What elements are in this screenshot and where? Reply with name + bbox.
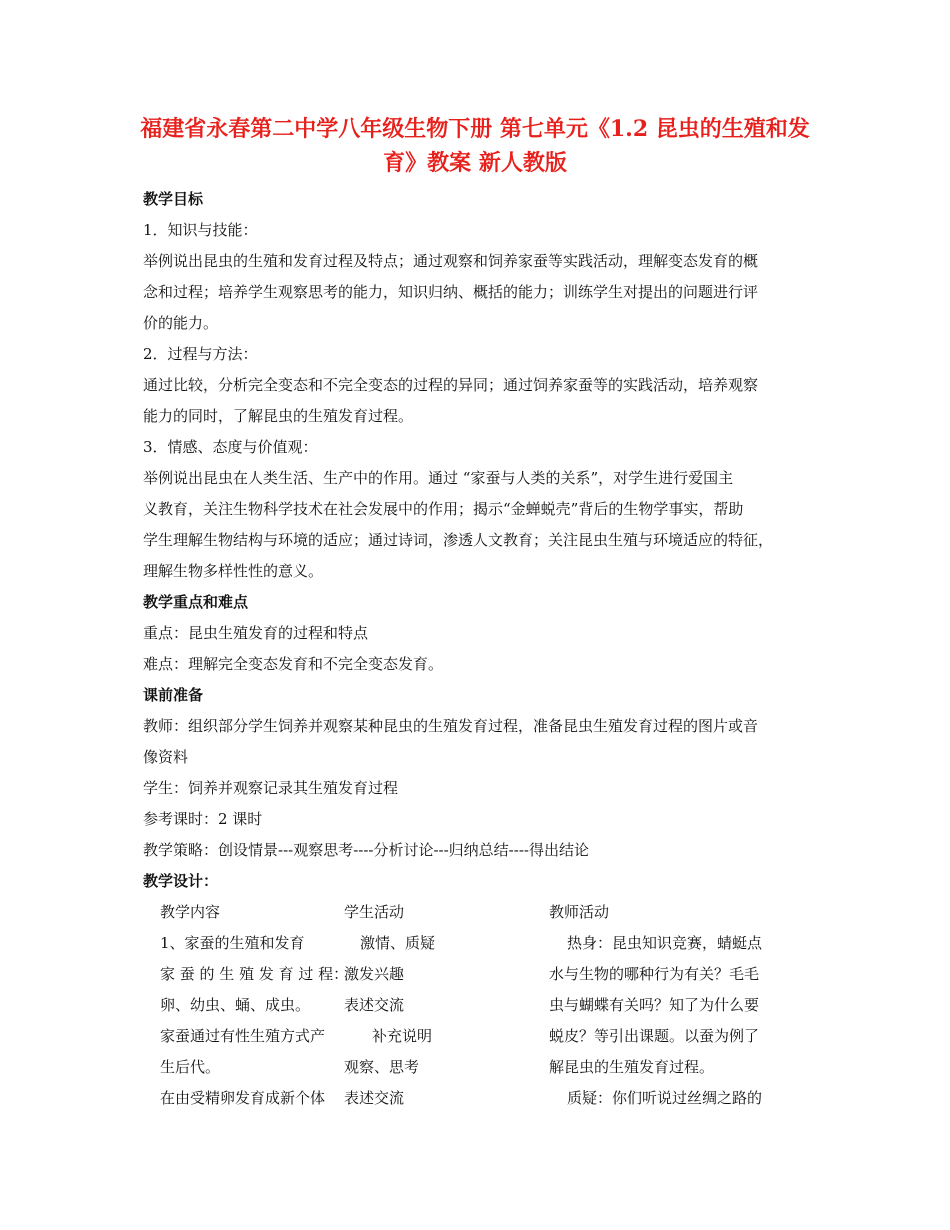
- paragraph-line: 举例说出昆虫在人类生活、生产中的作用。通过 “家蚕与人类的关系”，对学生进行爱国主: [143, 469, 734, 487]
- table-header-content: 教学内容: [160, 903, 221, 921]
- paragraph-line: 学生理解生物结构与环境的适应；通过诗词，渗透人文教育；关注昆虫生殖与环境适应的特征，: [143, 531, 774, 549]
- objective-1-title: 1．知识与技能：: [143, 221, 258, 239]
- table-cell: 1、家蚕的生殖和发育: [160, 934, 305, 952]
- table-cell: 质疑：你们听说过丝绸之路的: [567, 1089, 763, 1107]
- table-cell: 卵、幼虫、蛹、成虫。: [160, 996, 311, 1014]
- table-cell: 观察、思考: [344, 1058, 420, 1076]
- paragraph-line: 义教育，关注生物科学技术在社会发展中的作用；揭示“金蝉蜕壳”背后的生物学事实，帮助: [143, 500, 744, 518]
- table-cell: 水与生物的哪种行为有关？毛毛: [549, 965, 760, 983]
- paragraph-line: 能力的同时，了解昆虫的生殖发育过程。: [143, 407, 414, 425]
- table-header-student: 学生活动: [344, 903, 405, 921]
- objective-2-title: 2．过程与方法：: [143, 345, 258, 363]
- table-cell: 家 蚕 的 生 殖 发 育 过 程：: [160, 965, 349, 983]
- preparation-heading: 课前准备: [143, 686, 204, 704]
- table-cell: 表述交流: [344, 1089, 405, 1107]
- hours-text: 参考课时：2 课时: [143, 810, 263, 828]
- table-cell: 在由受精卵发育成新个体: [160, 1089, 326, 1107]
- paragraph-line: 通过比较，分析完全变态和不完全变态的过程的异同；通过饲养家蚕等的实践活动，培养观察: [143, 376, 759, 394]
- paragraph-line: 价的能力。: [143, 314, 219, 332]
- teacher-prep-text: 像资料: [143, 748, 189, 766]
- table-cell: 激情、质疑: [360, 934, 436, 952]
- teacher-prep-text: 教师：组织部分学生饲养并观察某种昆虫的生殖发育过程，准备昆虫生殖发育过程的图片或音: [143, 717, 759, 735]
- table-cell: 蜕皮？等引出课题。以蚕为例了: [549, 1027, 760, 1045]
- table-cell: 表述交流: [344, 996, 405, 1014]
- key-points-heading: 教学重点和难点: [143, 593, 249, 611]
- table-cell: 虫与蝴蝶有关吗？知了为什么要: [549, 996, 760, 1014]
- objectives-heading: 教学目标: [143, 190, 204, 208]
- table-cell: 热身：昆虫知识竞赛，蜻蜓点: [567, 934, 763, 952]
- student-prep-text: 学生：饲养并观察记录其生殖发育过程: [143, 779, 399, 797]
- table-cell: 家蚕通过有性生殖方式产: [160, 1027, 326, 1045]
- difficulty-text: 难点：理解完全变态发育和不完全变态发育。: [143, 655, 444, 673]
- title-line-1: 福建省永春第二中学八年级生物下册 第七单元《1.2 昆虫的生殖和发: [140, 116, 810, 142]
- paragraph-line: 念和过程；培养学生观察思考的能力，知识归纳、概括的能力；训练学生对提出的问题进行评: [143, 283, 759, 301]
- paragraph-line: 理解生物多样性性的意义。: [143, 562, 324, 580]
- design-heading: 教学设计：: [143, 872, 219, 890]
- paragraph-line: 举例说出昆虫的生殖和发育过程及特点；通过观察和饲养家蚕等实践活动，理解变态发育的概: [143, 252, 759, 270]
- title-line-2: 育》教案 新人教版: [383, 150, 567, 176]
- table-cell: 补充说明: [372, 1027, 433, 1045]
- table-header-teacher: 教师活动: [549, 903, 610, 921]
- objective-3-title: 3．情感、态度与价值观：: [143, 438, 318, 456]
- document-title: [130, 112, 820, 180]
- table-cell: 激发兴趣: [344, 965, 405, 983]
- table-cell: 生后代。: [160, 1058, 221, 1076]
- key-point-text: 重点：昆虫生殖发育的过程和特点: [143, 624, 369, 642]
- strategy-text: 教学策略：创设情景---观察思考----分析讨论---归纳总结----得出结论: [143, 841, 589, 859]
- table-cell: 解昆虫的生殖发育过程。: [549, 1058, 715, 1076]
